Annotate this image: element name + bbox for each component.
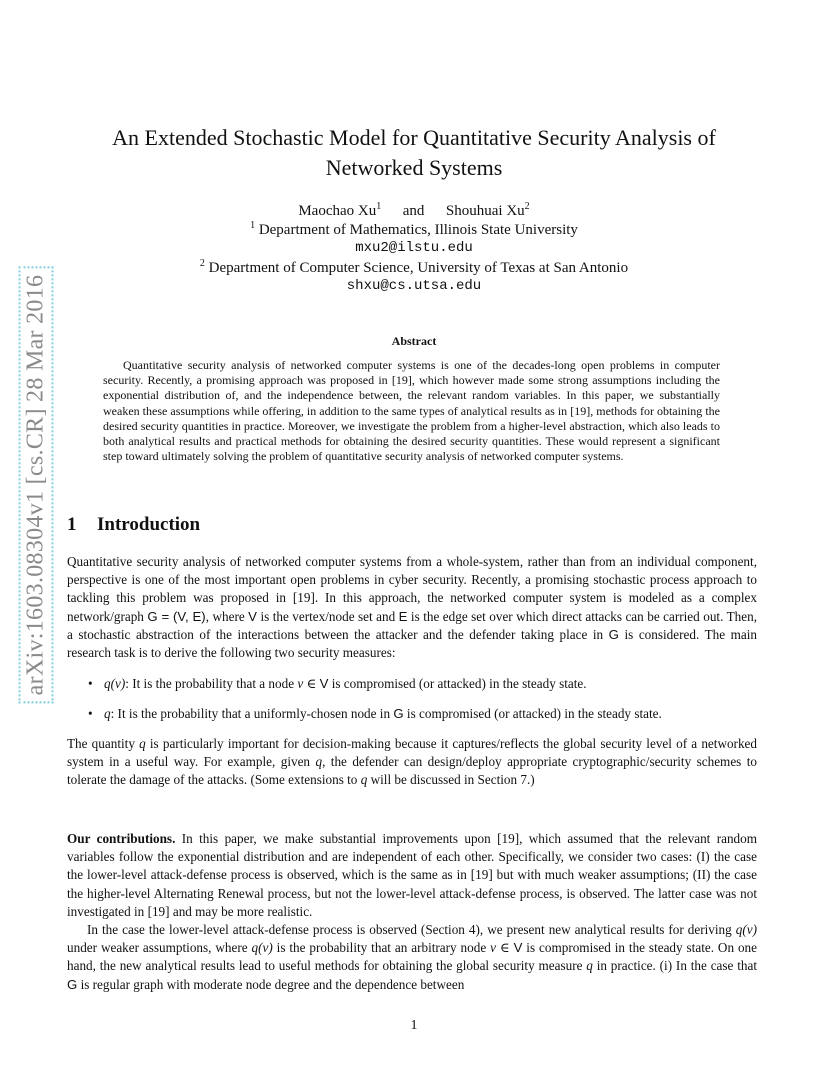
- math-symbol: q(v): [251, 940, 273, 956]
- text-run: is the edge set over which direct attacks can be carried out. Then, a stochastic abstraction of the interactions between the attacker and the defender taking place in: [67, 608, 757, 642]
- bullet-item-q: [88, 705, 758, 723]
- text-run: is considered. The main research task is to derive the following two security measures:: [67, 626, 757, 661]
- contributions-paragraph: [67, 830, 757, 921]
- author-and: and: [402, 203, 425, 219]
- intro-paragraph-3: [67, 921, 757, 994]
- vertex-set-symbol: V: [513, 940, 523, 956]
- section-1-number: 1: [67, 514, 77, 535]
- math-symbol: v: [297, 676, 304, 691]
- text-run: is compromised in the steady state. On one hand, the new analytical results lead to useful methods for obtaining the global security measure: [67, 940, 758, 974]
- intro-paragraph-1: [67, 553, 757, 662]
- title-line-2: Networked Systems: [325, 155, 503, 180]
- page-number: 1: [410, 1018, 418, 1033]
- graph-symbol: G: [393, 706, 404, 721]
- math-symbol: q(v): [104, 676, 126, 691]
- bullet-item-qv: [88, 675, 758, 693]
- text-run: under weaker assumptions, where: [67, 940, 252, 956]
- text-run: in practice. (i) In the case that: [592, 958, 757, 974]
- affiliation-1: [0, 220, 828, 239]
- text-run: , the defender can design/deploy appropriate cryptographic/security schemes to tolerate the damage of the attacks. (Some extensions to: [67, 754, 757, 788]
- author-2: Shouhuai Xu: [445, 203, 525, 219]
- bullet-dot: •: [88, 706, 93, 721]
- math-symbol: q: [586, 958, 593, 974]
- paper-title: [0, 123, 828, 183]
- intro-paragraph-2: [67, 735, 757, 790]
- text-run: : It is the probability that a uniformly-chosen node in: [110, 706, 394, 721]
- text-run: will be discussed in Section 7.): [367, 772, 535, 788]
- vertex-set-symbol: V: [319, 676, 329, 691]
- author-line: [0, 201, 828, 220]
- abstract-heading: Abstract: [391, 334, 437, 348]
- text-run: is compromised (or attacked) in the steady state.: [328, 676, 587, 691]
- math-symbol: ∈: [495, 940, 514, 956]
- edge-set-symbol: E: [398, 608, 408, 624]
- affiliation-2-text: Department of Computer Science, University of Texas at San Antonio: [204, 260, 629, 276]
- math-symbol: q: [139, 736, 146, 751]
- text-run: is the probability that an arbitrary node: [272, 940, 491, 956]
- affiliation-2: [0, 258, 828, 277]
- author-2-sup: 2: [524, 201, 530, 212]
- abstract-body: Quantitative security analysis of networked computer systems is one of the decades-long open problems in computer security. Recently, a promising approach was proposed in [19], which however made some strong assumptions including the exponential distribution of, and the independence between, the relevant random variables. In this paper, we substantially weaken these assumptions while offering, in addition to the same types of analytical results as in [19], methods for obtaining the desired security quantities in practice. Moreover, we investigate the problem from a higher-level abstraction, which also leads to both analytical results and practical methods for obtaining the desired security quantities. These would represent a significant step toward ultimately solving the problem of quantitative security analysis of networked computer systems.: [103, 358, 720, 464]
- section-1-heading: [67, 514, 200, 536]
- author-1-sup: 1: [376, 201, 382, 212]
- text-run: Quantitative security analysis of networked computer systems from a whole-system, rather than from an individual component, perspective is one of the most important open problems in cyber security. Recently, a promising stochastic process approach to tackling this problem was proposed in [19]. In this approach, the networked computer system is modeled as a complex network/graph: [67, 554, 757, 624]
- text-run: is regular graph with moderate node degree and the dependence between: [77, 976, 465, 992]
- math-symbol: v: [490, 940, 496, 956]
- title-line-1: An Extended Stochastic Model for Quantitative Security Analysis of: [112, 125, 716, 150]
- text-run: is compromised (or attacked) in the steady state.: [403, 706, 662, 721]
- text-run: In this paper, we make substantial improvements upon [19], which assumed that the relevant random variables follow the exponential distribution and are independent of each other. Specifically, we consider two cases: (I) the case the lower-level attack-defense process is observed, which is the same as in [19] but with much weaker assumptions; (II) the case the higher-level Alternating Renewal process, but not the lower-level attack-defense process, is observed. The latter case was not investigated in [19] and may be more realistic.: [67, 831, 757, 919]
- math-symbol: q(v): [735, 922, 757, 937]
- affiliation-2-email[interactable]: shxu@cs.utsa.edu: [346, 278, 482, 294]
- arxiv-id-label[interactable]: arXiv:1603.08304v1 [cs.CR] 28 Mar 2016: [19, 267, 54, 704]
- affiliation-1-sup: 1: [250, 220, 256, 231]
- text-run: is particularly important for decision-making because it captures/reflects the global security level of a networked system in a useful way. For example, given: [67, 736, 757, 770]
- graph-symbol: G: [608, 626, 619, 642]
- author-1: Maochao Xu: [298, 203, 377, 219]
- math-symbol: ∈: [303, 676, 320, 691]
- math-symbol: q: [315, 754, 323, 770]
- affiliation-2-sup: 2: [199, 258, 205, 269]
- section-1-title: Introduction: [97, 514, 201, 535]
- math-symbol: q: [104, 706, 111, 721]
- text-run: In the case the lower-level attack-defense process is observed (Section 4), we present new analytical results for deriving: [87, 922, 736, 937]
- contributions-label: Our contributions.: [67, 831, 176, 846]
- text-run: is the vertex/node set and: [256, 608, 399, 624]
- affiliation-1-text: Department of Mathematics, Illinois State University: [255, 222, 578, 238]
- text-run: The quantity: [67, 736, 140, 751]
- vertex-set-symbol: V: [248, 608, 257, 624]
- graph-symbol: G: [67, 976, 78, 992]
- math-symbol: q: [360, 772, 368, 788]
- affiliation-1-email[interactable]: mxu2@ilstu.edu: [355, 240, 473, 256]
- graph-notation: G = (V, E): [147, 608, 206, 624]
- bullet-dot: •: [88, 676, 93, 691]
- text-run: , where: [205, 608, 249, 624]
- text-run: : It is the probability that a node: [125, 676, 298, 691]
